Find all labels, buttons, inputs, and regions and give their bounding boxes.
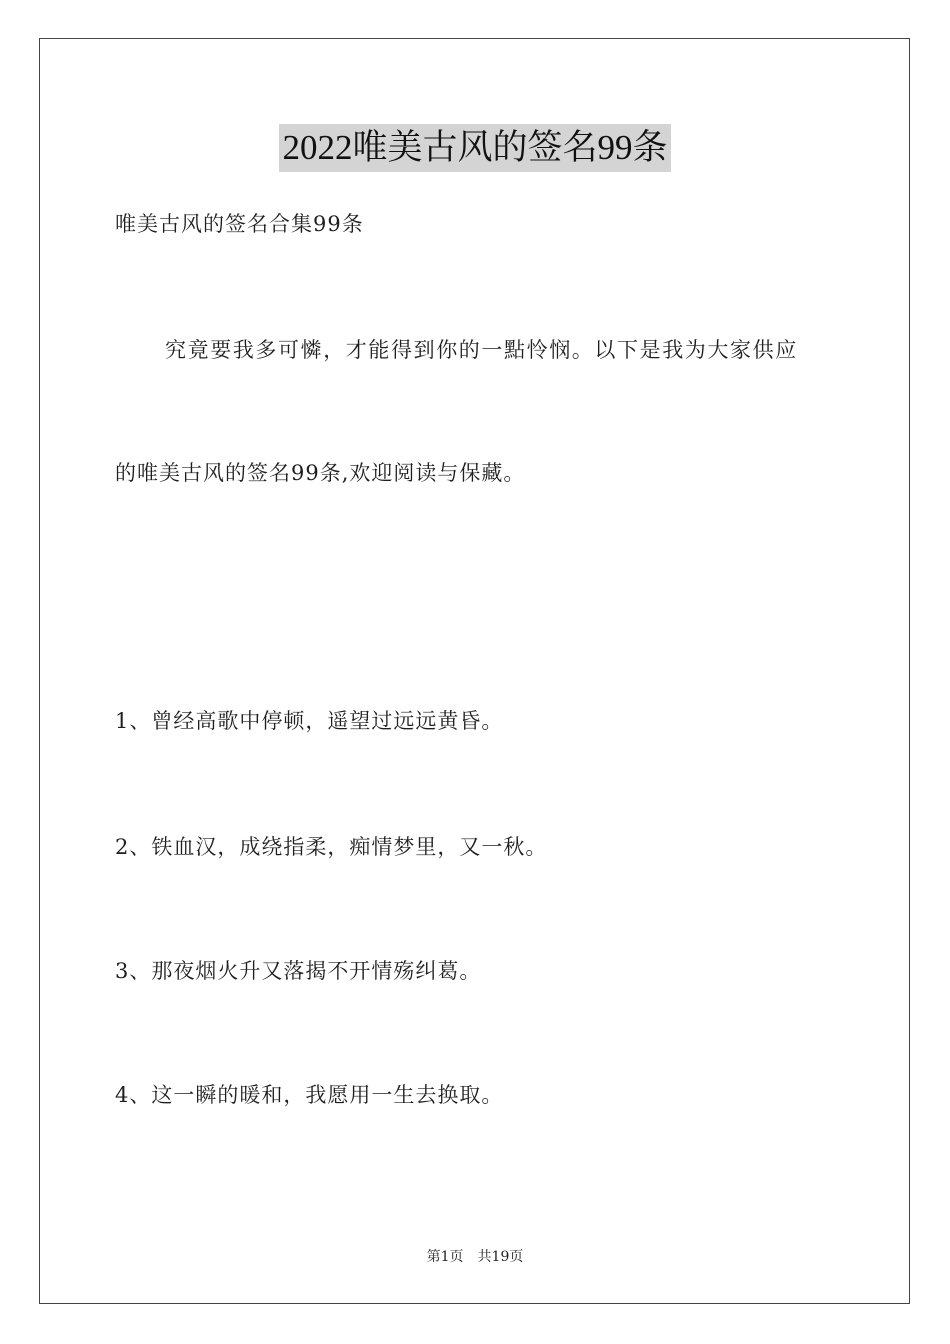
list-item: 4、这一瞬的暖和，我愿用一生去换取。 (115, 1083, 504, 1107)
intro-paragraph-line-2: 的唯美古风的签名99条,欢迎阅读与保藏。 (115, 461, 526, 485)
page-number-footer: 第1页 共19页 (426, 1249, 524, 1265)
intro-paragraph-line-1: 究竟要我多可憐，才能得到你的一點怜悯。以下是我为大家供应 (165, 338, 798, 362)
list-item: 1、曾经高歌中停顿，遥望过远远黄昏。 (115, 709, 504, 733)
document-subtitle: 唯美古风的签名合集99条 (115, 212, 364, 236)
title-container (0, 124, 950, 172)
list-item: 2、铁血汉，成绕指柔，痴情梦里，又一秋。 (115, 835, 548, 859)
list-item: 3、那夜烟火升又落揭不开情殇纠葛。 (115, 959, 482, 983)
document-title: 2022唯美古风的签名99条 (279, 124, 670, 172)
